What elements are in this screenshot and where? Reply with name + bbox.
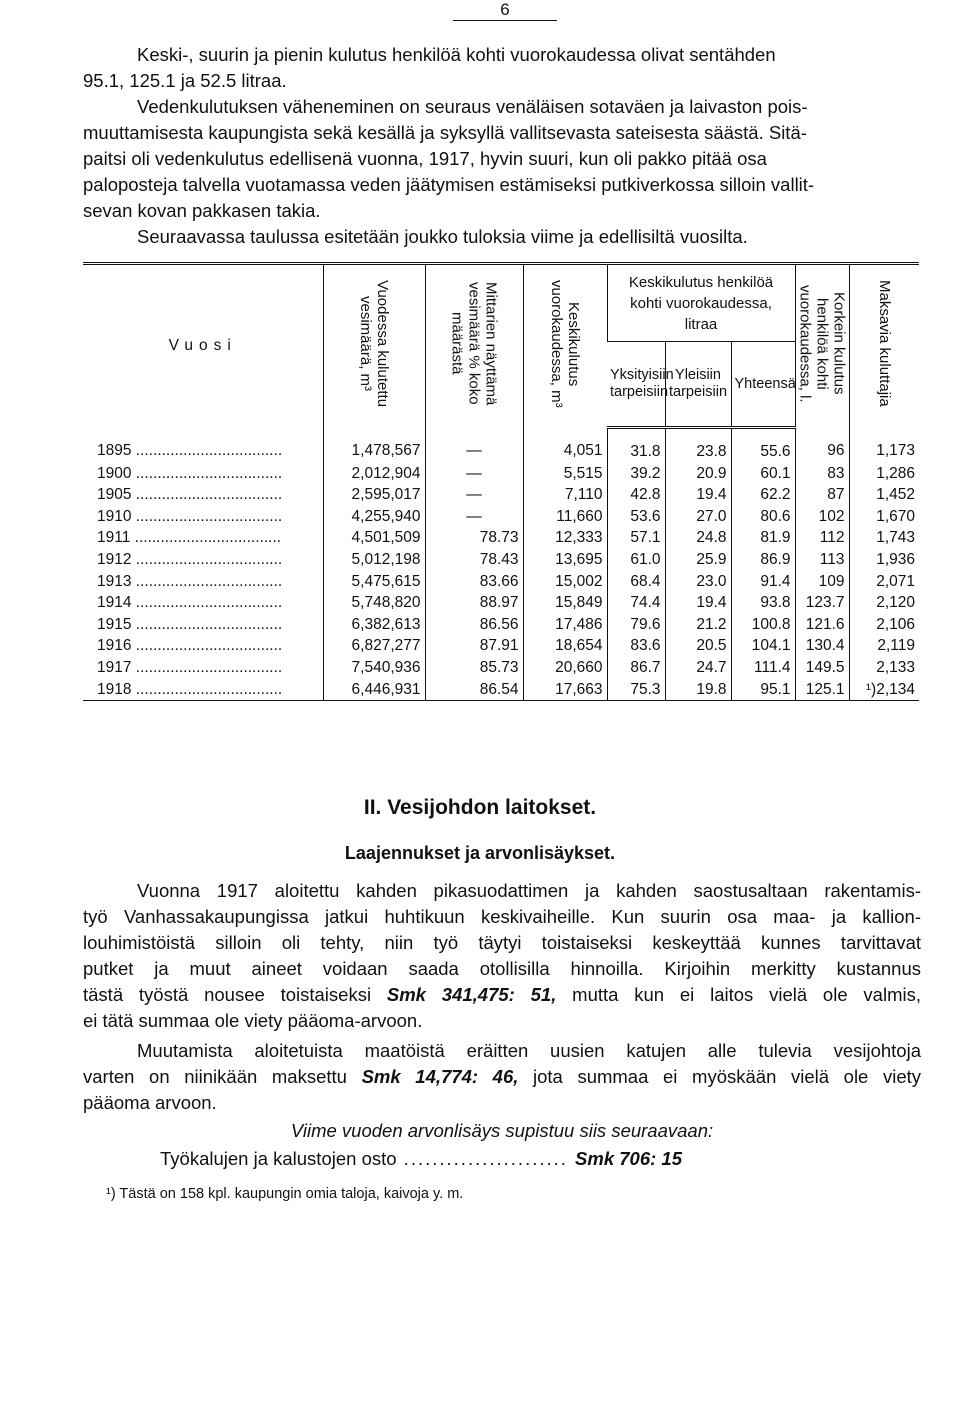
body-paragraph-2: [83, 1038, 921, 1116]
cell-consumed: 1,478,567: [323, 428, 425, 463]
cell-private: 31.8: [607, 428, 665, 463]
cell-private: 53.6: [607, 506, 665, 528]
cell-payers: ¹)2,134: [849, 679, 919, 701]
cell-payers: 1,936: [849, 549, 919, 571]
intro-line: Vedenkulutuksen väheneminen on seuraus venäläisen sotaväen ja laivaston pois-: [137, 96, 808, 117]
cell-max: 109: [795, 571, 849, 593]
body-line: tästä työstä nousee toistaiseksi Smk 341,475: 51, mutta kun ei laitos vielä ole valmis,: [83, 984, 921, 1005]
cell-public: 25.9: [665, 549, 731, 571]
intro-line: paloposteja talvella vuotamassa veden jäätymisen estämiseksi putkiverkossa silloin vallit-: [83, 174, 815, 195]
cell-public: 19.4: [665, 592, 731, 614]
table-row: [83, 463, 919, 485]
page-number: 6: [453, 0, 557, 21]
cell-max: 112: [795, 527, 849, 549]
cell-private: 83.6: [607, 635, 665, 657]
header-year: Vuosi: [83, 264, 323, 428]
header-private: Yksityisiin tarpeisiin: [607, 342, 665, 428]
cell-private: 61.0: [607, 549, 665, 571]
table-row: [83, 506, 919, 528]
cell-metered: —: [425, 484, 523, 506]
cell-metered: 78.73: [425, 527, 523, 549]
cell-daily: 4,051: [523, 428, 607, 463]
cell-consumed: 2,012,904: [323, 463, 425, 485]
cell-private: 74.4: [607, 592, 665, 614]
cell-year: 1911 ..................................: [97, 529, 282, 547]
item-label: Työkalujen ja kalustojen osto: [160, 1148, 397, 1169]
cell-year: 1895 ..................................: [97, 442, 283, 460]
cell-total: 60.1: [731, 463, 795, 485]
cell-consumed: 4,501,509: [323, 527, 425, 549]
cell-public: 23.8: [665, 428, 731, 463]
cell-payers: 2,133: [849, 657, 919, 679]
cell-year: 1912 ..................................: [97, 550, 283, 568]
intro-line: Keski-, suurin ja pienin kulutus henkilöä kohti vuorokaudessa olivat sentähden: [137, 44, 776, 65]
cell-daily: 12,333: [523, 527, 607, 549]
cell-payers: 1,670: [849, 506, 919, 528]
header-public: Yleisiin tarpeisiin: [665, 342, 731, 428]
cell-metered: —: [425, 463, 523, 485]
table-row: [83, 614, 919, 636]
header-payers: Maksavia kuluttajia: [849, 264, 919, 428]
cell-max: 87: [795, 484, 849, 506]
cell-year: 1916 ..................................: [97, 637, 283, 655]
table-row: [83, 428, 919, 463]
cell-daily: 5,515: [523, 463, 607, 485]
cell-consumed: 7,540,936: [323, 657, 425, 679]
table-row: [83, 571, 919, 593]
cell-metered: 83.66: [425, 571, 523, 593]
header-per-person-group: Keskikulutus henkilöä kohti vuorokaudessa, litraa: [607, 264, 795, 342]
cell-payers: 1,173: [849, 428, 919, 463]
cell-year: 1915 ..................................: [97, 615, 283, 633]
body-line: ei tätä summaa ole viety pääoma-arvoon.: [83, 1010, 423, 1031]
cell-private: 75.3: [607, 679, 665, 701]
cell-daily: 11,660: [523, 506, 607, 528]
cell-metered: —: [425, 506, 523, 528]
body-line: putket ja muut aineet voidaan saada otollisilla hinnoilla. Kirjoihin merkitty kustannus: [83, 958, 921, 979]
cell-total: 100.8: [731, 614, 795, 636]
cell-total: 55.6: [731, 428, 795, 463]
cell-year: 1905 ..................................: [97, 486, 283, 504]
cell-year: 1913 ..................................: [97, 572, 283, 590]
cell-year: 1914 ..................................: [97, 594, 283, 612]
cell-private: 68.4: [607, 571, 665, 593]
table-row: [83, 527, 919, 549]
cell-total: 111.4: [731, 657, 795, 679]
cell-daily: 15,849: [523, 592, 607, 614]
table-row: [83, 592, 919, 614]
cell-metered: 86.56: [425, 614, 523, 636]
cell-metered: 78.43: [425, 549, 523, 571]
cell-public: 24.7: [665, 657, 731, 679]
cell-max: 125.1: [795, 679, 849, 701]
cell-private: 39.2: [607, 463, 665, 485]
cell-max: 130.4: [795, 635, 849, 657]
cell-payers: 2,106: [849, 614, 919, 636]
intro-line: muuttamisesta kaupungista sekä kesällä ja syksyllä vallitsevasta sateisesta säästä. Sitä-: [83, 122, 807, 143]
cell-total: 95.1: [731, 679, 795, 701]
table-row: [83, 657, 919, 679]
cell-public: 19.8: [665, 679, 731, 701]
intro-line: paitsi oli vedenkulutus edellisenä vuonna, 1917, hyvin suuri, kun oli pakko pitää osa: [83, 148, 767, 169]
cell-public: 20.9: [665, 463, 731, 485]
section-subheading: Laajennukset ja arvonlisäykset.: [344, 843, 616, 863]
cell-public: 23.0: [665, 571, 731, 593]
summary-item: Työkalujen ja kalustojen osto ....................... Smk 706: 15: [160, 1148, 683, 1169]
cell-metered: 86.54: [425, 679, 523, 701]
cell-consumed: 5,012,198: [323, 549, 425, 571]
body-line: työ Vanhassakaupungissa jatkui huhtikuun keskivaiheille. Kun suurin osa maa- ja kallion-: [83, 906, 921, 927]
cell-public: 19.4: [665, 484, 731, 506]
cell-private: 79.6: [607, 614, 665, 636]
cell-total: 62.2: [731, 484, 795, 506]
table-row: [83, 679, 919, 701]
cell-payers: 2,119: [849, 635, 919, 657]
cell-year: 1917 ..................................: [97, 658, 283, 676]
table-row: [83, 484, 919, 506]
cell-consumed: 5,475,615: [323, 571, 425, 593]
cell-consumed: 4,255,940: [323, 506, 425, 528]
cell-max: 121.6: [795, 614, 849, 636]
cell-private: 57.1: [607, 527, 665, 549]
intro-line: Seuraavassa taulussa esitetään joukko tuloksia viime ja edellisiltä vuosilta.: [137, 226, 748, 247]
water-consumption-table: [83, 262, 919, 701]
header-consumed: Vuodessa kulutettu vesimäärä, m³: [323, 264, 425, 428]
cell-metered: 87.91: [425, 635, 523, 657]
cell-total: 80.6: [731, 506, 795, 528]
cell-daily: 15,002: [523, 571, 607, 593]
body-paragraph-1: [83, 878, 921, 1034]
summary-line: Viime vuoden arvonlisäys supistuu siis seuraavaan:: [290, 1120, 714, 1141]
cell-total: 91.4: [731, 571, 795, 593]
cell-payers: 1,286: [849, 463, 919, 485]
cell-daily: 17,663: [523, 679, 607, 701]
cell-metered: 85.73: [425, 657, 523, 679]
cell-total: 86.9: [731, 549, 795, 571]
body-line: Muutamista aloitetuista maatöistä eräitten uusien katujen alle tulevia vesijohtoja: [137, 1040, 921, 1061]
cell-metered: 88.97: [425, 592, 523, 614]
cell-max: 83: [795, 463, 849, 485]
cell-payers: 1,743: [849, 527, 919, 549]
cell-daily: 17,486: [523, 614, 607, 636]
cell-metered: —: [425, 428, 523, 463]
body-line: Vuonna 1917 aloitettu kahden pikasuodattimen ja kahden saostusaltaan rakentamis-: [137, 880, 921, 901]
intro-line: 95.1, 125.1 ja 52.5 litraa.: [83, 70, 287, 91]
body-line: pääoma arvoon.: [83, 1092, 217, 1113]
header-daily: Keskikulutus vuorokaudessa, m³: [523, 264, 607, 428]
cell-total: 93.8: [731, 592, 795, 614]
cell-payers: 1,452: [849, 484, 919, 506]
cell-public: 21.2: [665, 614, 731, 636]
cell-max: 102: [795, 506, 849, 528]
cell-public: 24.8: [665, 527, 731, 549]
cell-public: 20.5: [665, 635, 731, 657]
body-line: louhimistöistä silloin oli tehty, niin työ täytyi toistaiseksi keskeyttää kunnes tarvittavat: [83, 932, 921, 953]
cell-daily: 13,695: [523, 549, 607, 571]
table-row: [83, 549, 919, 571]
cell-max: 113: [795, 549, 849, 571]
cell-daily: 7,110: [523, 484, 607, 506]
table-row: [83, 635, 919, 657]
header-metered: Mittarien näyttämä vesimäärä % koko määrästä: [425, 264, 523, 428]
cell-public: 27.0: [665, 506, 731, 528]
cell-total: 81.9: [731, 527, 795, 549]
header-max: Korkein kulutus henkilöä kohti vuorokaudessa, l.: [795, 264, 849, 428]
cell-max: 123.7: [795, 592, 849, 614]
cell-year: 1910 ..................................: [97, 507, 283, 525]
cell-total: 104.1: [731, 635, 795, 657]
amount-1: Smk 341,475: 51,: [386, 984, 557, 1005]
cell-payers: 2,071: [849, 571, 919, 593]
cell-max: 149.5: [795, 657, 849, 679]
cell-year: 1918 ..................................: [83, 679, 323, 701]
cell-daily: 18,654: [523, 635, 607, 657]
item-amount: Smk 706: 15: [575, 1148, 683, 1169]
cell-year: 1900 ..................................: [97, 464, 283, 482]
cell-consumed: 6,827,277: [323, 635, 425, 657]
amount-2: Smk 14,774: 46,: [361, 1066, 519, 1087]
section-heading: II. Vesijohdon laitokset.: [363, 796, 597, 819]
cell-consumed: 6,446,931: [323, 679, 425, 701]
body-line: varten on niinikään maksettu Smk 14,774: 46, jota summaa ei myöskään vielä ole viety: [83, 1066, 921, 1087]
cell-private: 86.7: [607, 657, 665, 679]
intro-line: sevan kovan pakkasen takia.: [83, 200, 321, 221]
intro-paragraph: [83, 42, 921, 250]
cell-private: 42.8: [607, 484, 665, 506]
cell-consumed: 6,382,613: [323, 614, 425, 636]
cell-payers: 2,120: [849, 592, 919, 614]
header-total: Yhteensä: [731, 342, 795, 428]
footnote: ¹) Tästä on 158 kpl. kaupungin omia taloja, kaivoja y. m.: [106, 1186, 464, 1202]
cell-daily: 20,660: [523, 657, 607, 679]
cell-consumed: 2,595,017: [323, 484, 425, 506]
cell-consumed: 5,748,820: [323, 592, 425, 614]
cell-max: 96: [795, 428, 849, 463]
